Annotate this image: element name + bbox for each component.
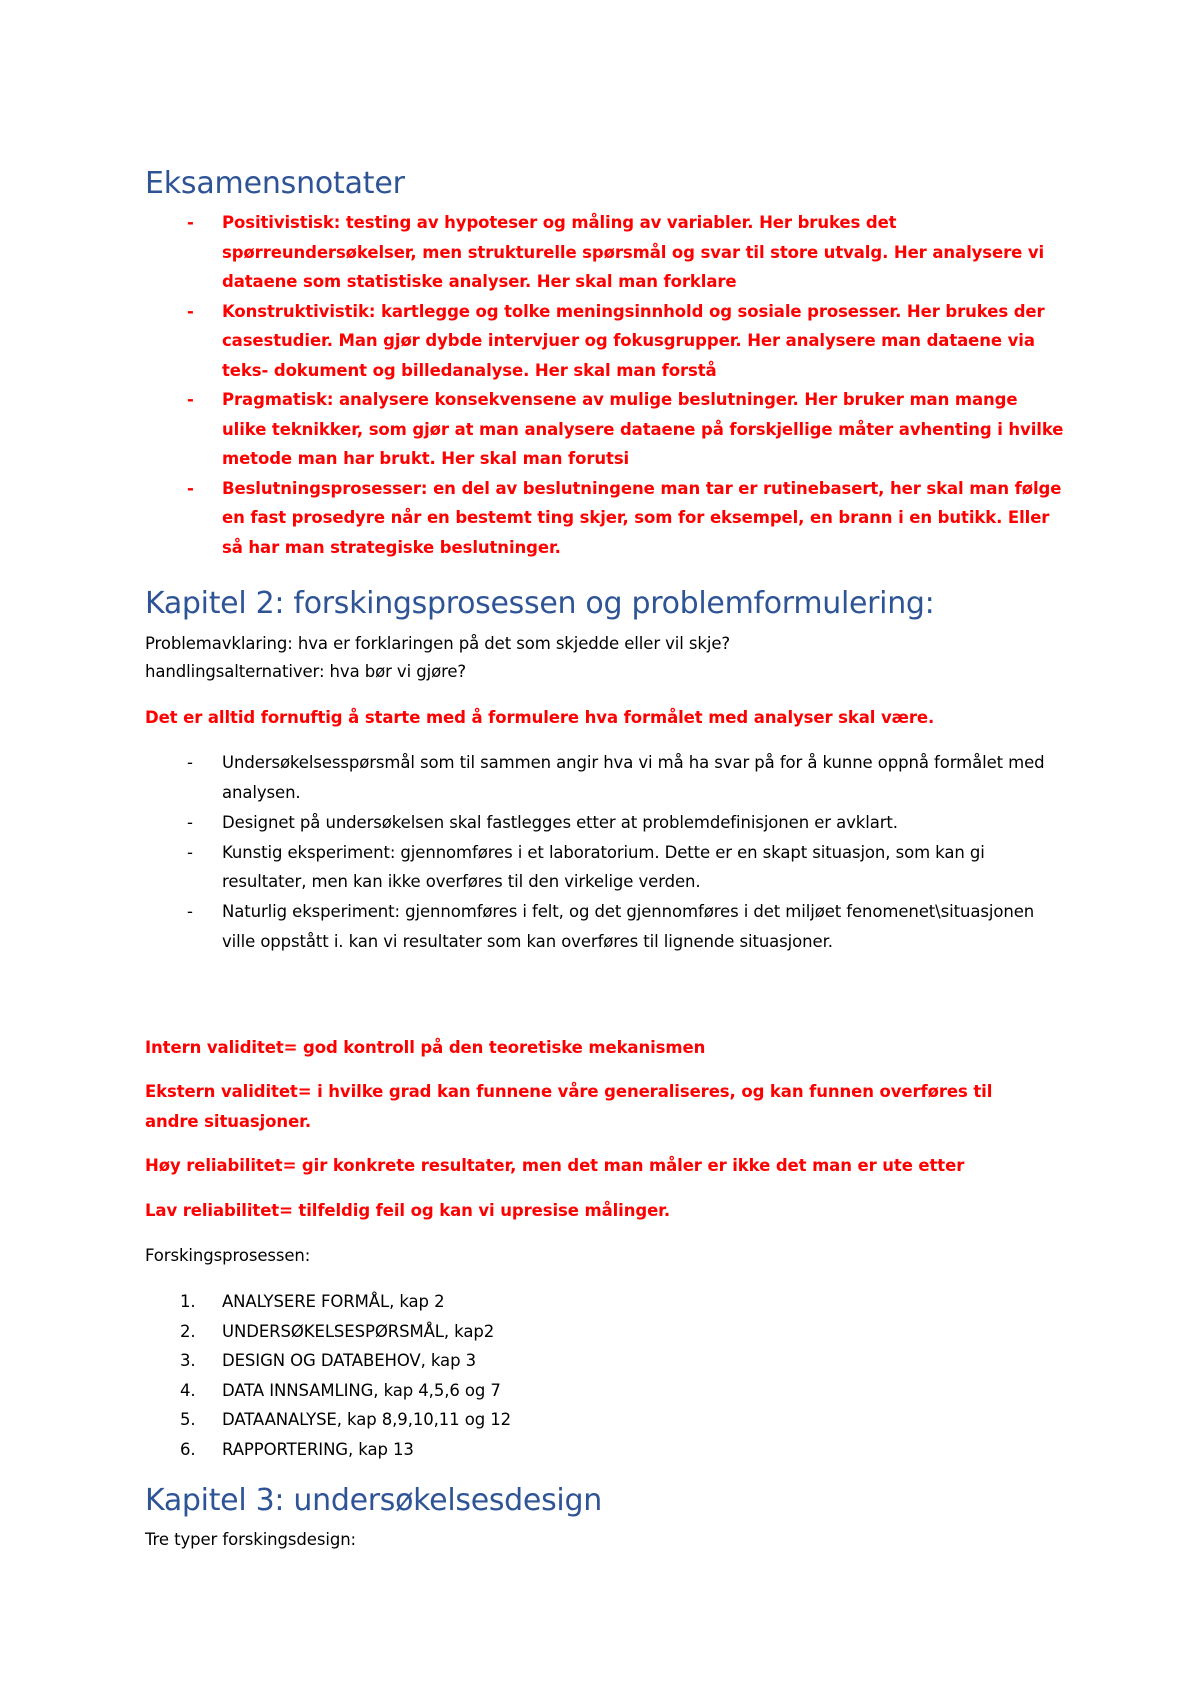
list-marker: - — [187, 842, 193, 862]
heading-kapitel-2: Kapitel 2: forskingsprosessen og problemformulering: — [145, 586, 935, 621]
list-item — [145, 297, 1067, 386]
list-item-text: Kunstig eksperiment: gjennomføres i et laboratorium. Dette er en skapt situasjon, som kan gi resultater, men kan ikke overføres til den virkelige verden. — [222, 842, 985, 891]
list-marker: - — [187, 301, 194, 321]
definition-hoy-reliabilitet: Høy reliabilitet= gir konkrete resultater, men det man måler er ikke det man er ute etter — [145, 1156, 965, 1175]
list-marker: - — [187, 478, 194, 498]
list-number: 5. — [180, 1410, 196, 1430]
list-item-text: DESIGN OG DATABEHOV, kap 3 — [222, 1351, 476, 1371]
list-item-text: Designet på undersøkelsen skal fastlegges etter at problemdefinisjonen er avklart. — [222, 812, 898, 832]
list-number: 3. — [180, 1351, 196, 1371]
list-item-text: Undersøkelsesspørsmål som til sammen angir hva vi må ha svar på for å kunne oppnå formålet med analysen. — [222, 753, 1045, 802]
definition-intern-validitet: Intern validitet= god kontroll på den teoretiske mekanismen — [145, 1038, 706, 1057]
list-item — [145, 1287, 511, 1317]
list-number: 1. — [180, 1292, 196, 1311]
list-number: 6. — [180, 1439, 196, 1459]
heading-kapitel-3: Kapitel 3: undersøkelsesdesign — [145, 1483, 602, 1518]
highlight-statement: Det er alltid fornuftig å starte med å formulere hva formålet med analyser skal være. — [145, 708, 935, 727]
list-item — [145, 838, 1062, 897]
list-item-text: Pragmatisk: analysere konsekvensene av mulige beslutninger. Her bruker man mange ulike teknikker, som gjør at man analysere dataene på forskjellige måter avhenting i hvilke metode man har brukt. Her skal man forutsi — [222, 390, 1064, 468]
list-item — [145, 808, 1062, 838]
list-item — [145, 1346, 511, 1376]
list-item-text: Positivistisk: testing av hypoteser og måling av variabler. Her brukes det spørreundersøkelser, men strukturelle spørsmål og svar til store utvalg. Her analysere vi dataene som statistiske analyser. Her skal man forklare — [222, 213, 1045, 291]
list-marker: - — [187, 812, 193, 832]
list-item-text: RAPPORTERING, kap 13 — [222, 1439, 414, 1459]
list-item-text: DATA INNSAMLING, kap 4,5,6 og 7 — [222, 1380, 501, 1400]
list-item — [145, 748, 1062, 807]
list-item — [145, 385, 1067, 474]
process-label: Forskingsprosessen: — [145, 1246, 311, 1265]
list-marker: - — [187, 902, 193, 921]
list-marker: - — [187, 753, 193, 772]
list-item — [145, 897, 1062, 956]
list-item — [145, 1435, 511, 1465]
list-item — [145, 474, 1067, 563]
list-number: 2. — [180, 1321, 196, 1341]
list-item — [145, 1405, 511, 1435]
kapitel3-intro: Tre typer forskingsdesign: — [145, 1530, 357, 1549]
list-item — [145, 1376, 511, 1406]
list-item-text: DATAANALYSE, kap 8,9,10,11 og 12 — [222, 1410, 512, 1430]
list-marker: - — [187, 213, 194, 232]
list-item-text: Naturlig eksperiment: gjennomføres i felt, og det gjennomføres i det miljøet fenomenet\situasjonen ville oppstått i. kan vi resultater som kan overføres til lignende situasjoner. — [222, 902, 1035, 951]
list-item-text: Konstruktivistik: kartlegge og tolke meningsinnhold og sosiale prosesser. Her brukes der casestudier. Man gjør dybde intervjuer og fokusgrupper. Her analysere man dataene via teks- dokument og billedanalyse. Her skal man forstå — [222, 301, 1045, 380]
definition-lav-reliabilitet: Lav reliabilitet= tilfeldig feil og kan vi upresise målinger. — [145, 1201, 671, 1220]
list-item-text: ANALYSERE FORMÅL, kap 2 — [222, 1292, 445, 1311]
kapitel2-bullet-list — [145, 748, 1062, 957]
heading-eksamensnotater: Eksamensnotater — [145, 166, 405, 201]
list-marker: - — [187, 390, 194, 409]
list-item-text: Beslutningsprosesser: en del av beslutningene man tar er rutinebasert, her skal man følge en fast prosedyre når en bestemt ting skjer, som for eksempel, en brann i en butikk. Eller så har man strategiske beslutninger. — [222, 478, 1062, 557]
intro-handlingsalternativer: handlingsalternativer: hva bør vi gjøre? — [145, 662, 467, 681]
process-steps-list — [145, 1287, 511, 1465]
intro-problemavklaring: Problemavklaring: hva er forklaringen på det som skjedde eller vil skje? — [145, 634, 731, 653]
definition-ekstern-validitet: Ekstern validitet= i hvilke grad kan funnene våre generaliseres, og kan funnen overføres til andre situasjoner. — [145, 1082, 993, 1131]
list-item — [145, 208, 1067, 297]
list-number: 4. — [180, 1380, 196, 1400]
list-item-text: UNDERSØKELSESPØRSMÅL, kap2 — [222, 1321, 495, 1341]
eksamen-bullet-list — [145, 208, 1067, 562]
list-item — [145, 1317, 511, 1347]
